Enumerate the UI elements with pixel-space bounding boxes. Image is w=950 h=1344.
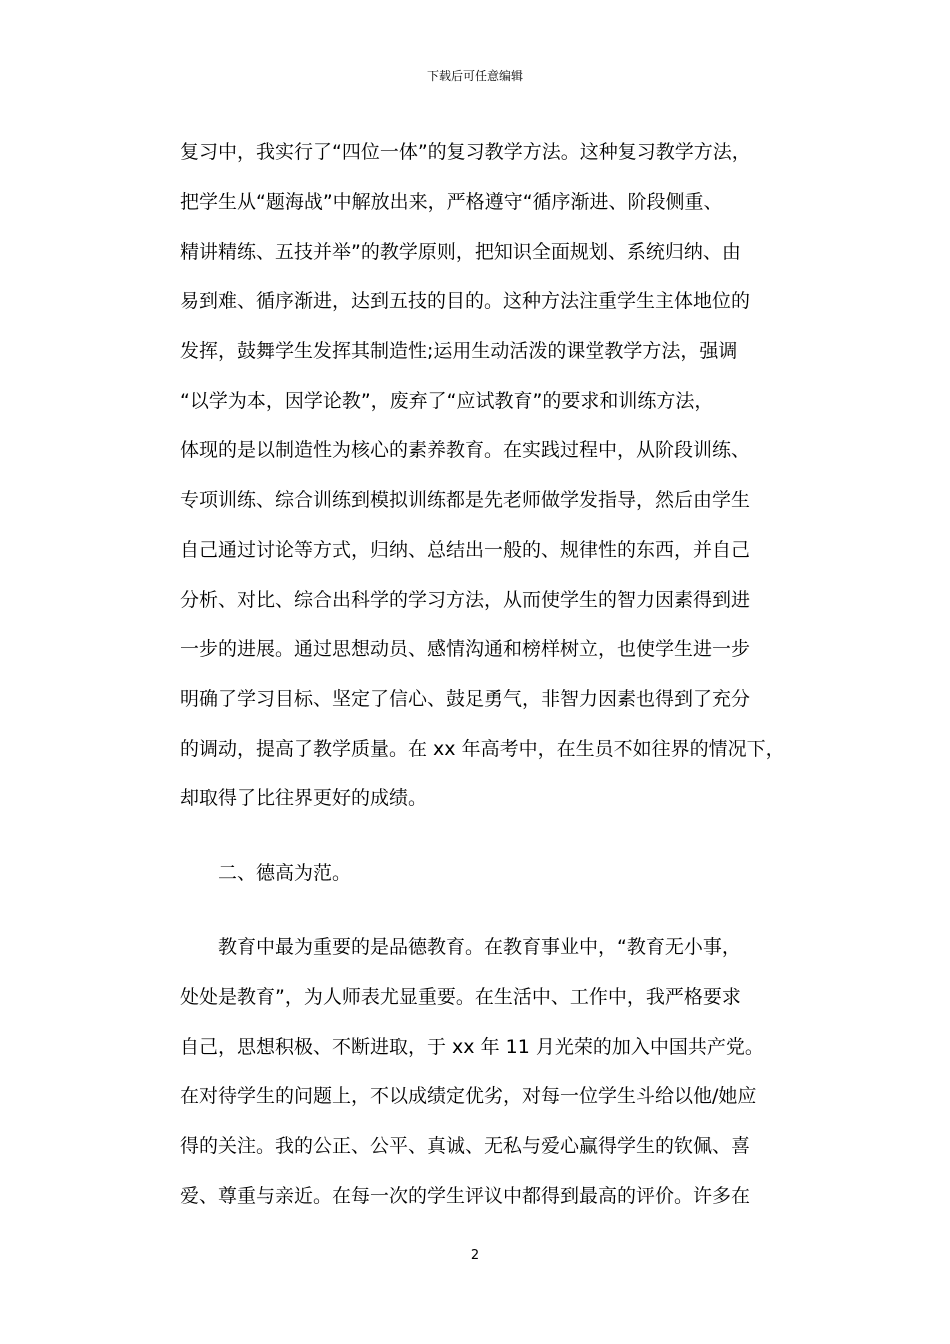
text-line: 一步的进展。通过思想动员、感情沟通和榜样树立，也使学生进一步 [180,638,751,660]
text-line: 的调动，提高了教学质量。在 xx 年高考中，在生员不如往界的情况下， [180,738,785,760]
text-line: 自己，思想积极、不断进取，于 xx 年 11 月光荣的加入中国共产党。 [180,1036,764,1058]
text-line: 精讲精练、五技并举”的教学原则，把知识全面规划、系统归纳、由 [180,241,741,263]
text-line: 易到难、循序渐进，达到五技的目的。这种方法注重学生主体地位的 [180,290,751,312]
text-line: “以学为本，因学论教”，废弃了“应试教育”的要求和训练方法， [180,390,714,412]
section-heading: 二、德高为范。 [218,862,352,884]
text-line: 分析、对比、综合出科学的学习方法，从而使学生的智力因素得到进 [180,589,751,611]
text-line: 爱、尊重与亲近。在每一次的学生评议中都得到最高的评价。许多在 [180,1185,751,1207]
text-line: 复习中，我实行了“四位一体”的复习教学方法。这种复习教学方法， [180,141,751,163]
text-line: 教育中最为重要的是品德教育。在教育事业中，“教育无小事， [218,936,741,958]
text-line: 明确了学习目标、坚定了信心、鼓足勇气，非智力因素也得到了充分 [180,688,751,710]
text-line: 自己通过讨论等方式，归纳、总结出一般的、规律性的东西，并自己 [180,539,751,561]
text-line: 在对待学生的问题上，不以成绩定优劣，对每一位学生斗给以他/她应 [180,1085,757,1107]
text-line: 专项训练、综合训练到模拟训练都是先老师做学发指导，然后由学生 [180,489,751,511]
text-line: 体现的是以制造性为核心的素养教育。在实践过程中，从阶段训练、 [180,439,751,461]
text-line: 发挥，鼓舞学生发挥其制造性;运用生动活泼的课堂教学方法，强调 [180,340,738,362]
page-header: 下载后可任意编辑 [426,69,523,83]
text-line: 却取得了比往界更好的成绩。 [180,787,428,809]
page-number: 2 [470,1248,480,1263]
text-line: 处处是教育”，为人师表尤显重要。在生活中、工作中，我严格要求 [180,986,741,1008]
text-line: 把学生从“题海战”中解放出来，严格遵守“循序渐进、阶段侧重、 [180,191,723,213]
text-line: 得的关注。我的公正、公平、真诚、无私与爱心赢得学生的钦佩、喜 [180,1135,751,1157]
